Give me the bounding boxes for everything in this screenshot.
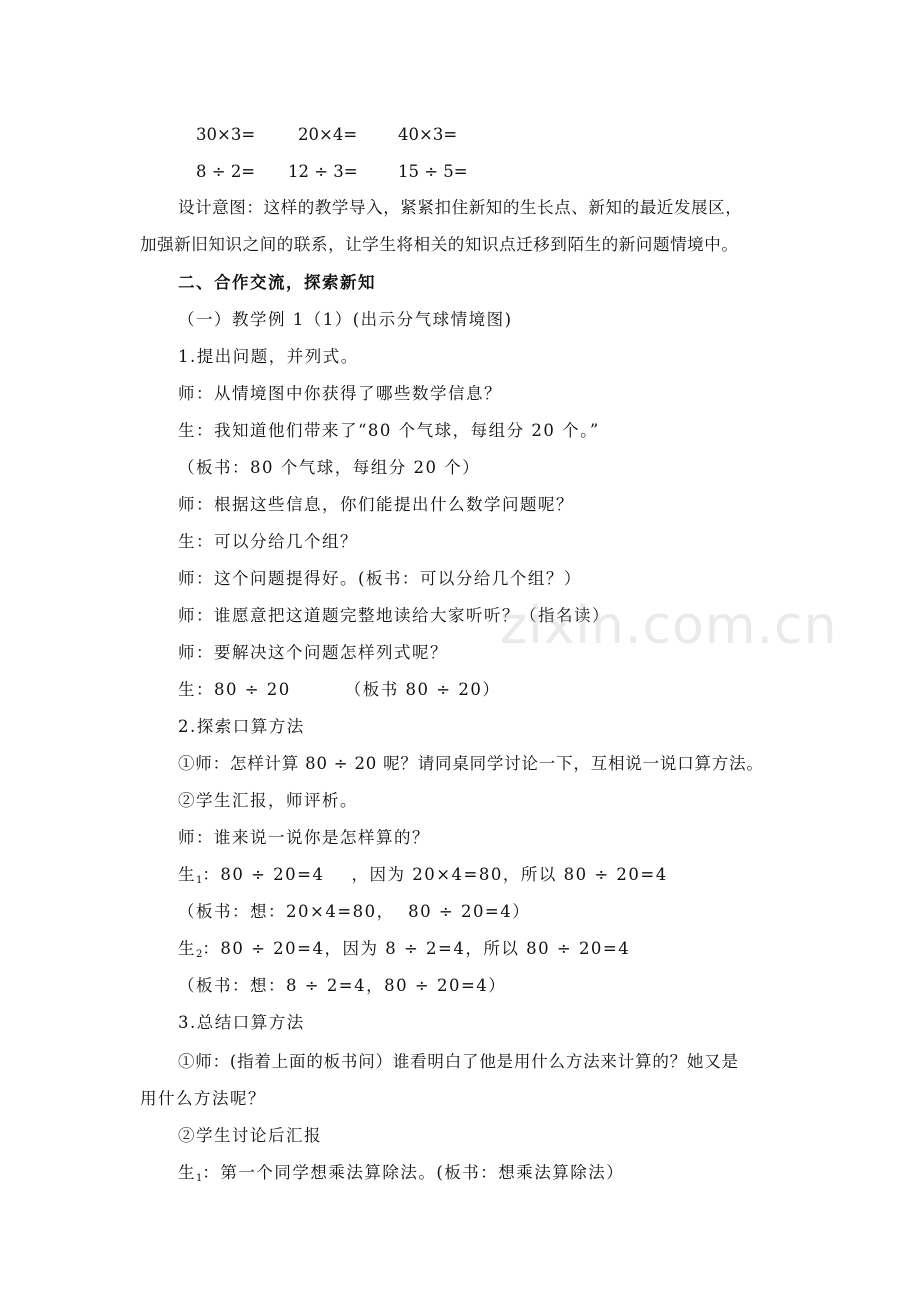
- speaker-label: 生: [178, 939, 196, 958]
- dialog-line: 师：要解决这个问题怎样列式呢？: [178, 643, 448, 662]
- student1-answer: [178, 864, 668, 892]
- speaker-label: 生: [178, 1163, 196, 1182]
- step3-heading: 3.总结口算方法: [178, 1013, 305, 1032]
- dialog-line: 生：80 ÷ 20 （板书 80 ÷ 20）: [178, 680, 501, 699]
- step3-discussion: ②学生讨论后汇报: [178, 1126, 322, 1145]
- student2-answer: [178, 938, 630, 966]
- warmup-r2-c3: 15 ÷ 5=: [398, 162, 468, 181]
- board-note: （板书：80 个气球，每组分 20 个）: [178, 458, 481, 477]
- warmup-r2-c2: 12 ÷ 3=: [288, 162, 358, 181]
- warmup-r1-c2: 20×4=: [298, 125, 358, 144]
- watermark: zixin.com.cn: [500, 596, 838, 656]
- step2-line: 师：谁来说一说你是怎样算的？: [178, 828, 430, 847]
- speaker-subscript: 1: [196, 875, 203, 886]
- step3-question-line2: 用什么方法呢？: [140, 1089, 266, 1108]
- warmup-r1-c3: 40×3=: [398, 125, 458, 144]
- dialog-line: 生：我知道他们带来了“80 个气球，每组分 20 个。”: [178, 421, 600, 440]
- dialog-line: 生：可以分给几个组？: [178, 532, 358, 551]
- step2-line: ①师：怎样计算 80 ÷ 20 呢？请同桌同学讨论一下，互相说一说口算方法。: [178, 754, 764, 773]
- warmup-r1-c1: 30×3=: [196, 125, 256, 144]
- dialog-line: 师：这个问题提得好。(板书：可以分给几个组？）: [178, 569, 582, 588]
- board-note: （板书：想：8 ÷ 2=4，80 ÷ 20=4）: [178, 976, 507, 995]
- dialog-line: 师：从情境图中你获得了哪些数学信息？: [178, 384, 502, 403]
- answer-text: ：80 ÷ 20=4 ，因为 20×4=80，所以 80 ÷ 20=4: [202, 865, 668, 884]
- answer-text: ：80 ÷ 20=4，因为 8 ÷ 2=4，所以 80 ÷ 20=4: [202, 939, 631, 958]
- section-heading: 二、合作交流，探索新知: [178, 273, 376, 292]
- speaker-subscript: 2: [196, 949, 203, 960]
- answer-text: ：第一个同学想乘法算除法。(板书：想乘法算除法）: [202, 1163, 625, 1182]
- design-intent-line1: 设计意图：这样的教学导入，紧紧扣住新知的生长点、新知的最近发展区，: [178, 198, 743, 217]
- step1-heading: 1.提出问题，并列式。: [178, 347, 359, 366]
- speaker-label: 生: [178, 865, 196, 884]
- dialog-line: 师：根据这些信息，你们能提出什么数学问题呢？: [178, 495, 574, 514]
- warmup-r2-c1: 8 ÷ 2=: [196, 162, 256, 181]
- speaker-subscript: 1: [196, 1173, 203, 1184]
- subsection-heading: （一）教学例 1（1）(出示分气球情境图): [178, 310, 513, 329]
- board-note: （板书：想：20×4=80， 80 ÷ 20=4）: [178, 902, 531, 921]
- student3-answer: [178, 1162, 624, 1190]
- step3-question-line1: ①师：(指着上面的板书问）谁看明白了他是用什么方法来计算的？她又是: [178, 1052, 739, 1071]
- dialog-line: 师：谁愿意把这道题完整地读给大家听听？（指名读）: [178, 606, 610, 625]
- step2-line: ②学生汇报，师评析。: [178, 791, 358, 810]
- design-intent-line2: 加强新旧知识之间的联系，让学生将相关的知识点迁移到陌生的新问题情境中。: [140, 235, 739, 254]
- step2-heading: 2.探索口算方法: [178, 717, 305, 736]
